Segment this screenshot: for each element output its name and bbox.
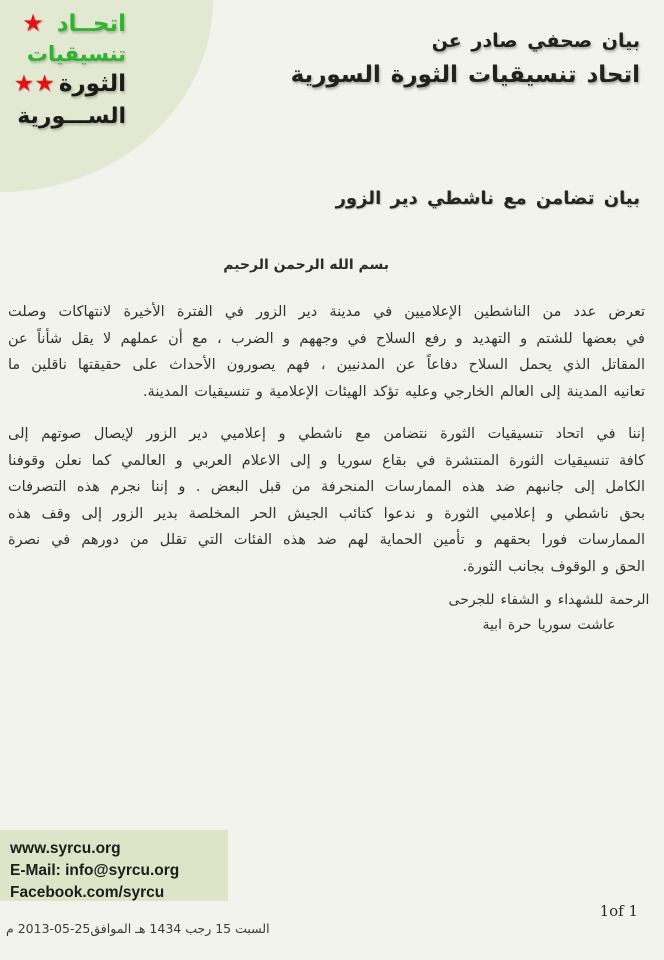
website-url: www.syrcu.org [10,840,121,857]
paragraph-1-line: في بعضها للشتم و التهديد و رفع السلاح في وجههم و الضرب ، مع أن عملهم لا يقل شأناً عن [8,330,645,347]
statement-title: بيان تضامن مع ناشطي دير الزور [335,188,640,209]
red-stars-icon: ★★ [13,71,55,97]
paragraph-2-line: الكامل إلى جانبهم ضد هذه الممارسات المنحرفة من قبل البعض . و إننا نجرم هذه التصرفات [8,479,645,495]
paragraph-1-line: المقاتل الذي يحمل السلاح دفاعاً عن المدنيين ، فهم يصورون الأحداث على حقيقتها ناقلين ما [8,357,645,373]
header [291,30,640,88]
paragraph-2-line: بحق ناشطي و إعلاميي الثورة و ندعوا كتائب الجيش الحر المخلصة بدير الزور إلى وقف هذه [8,505,645,522]
paragraph-2-line: الممارسات فورا بحقهم و تأمين الحماية لهم ضد هذه الفئات التي تقلل من دورهم في نصرة [8,532,645,548]
paragraph-2 [8,421,645,580]
paragraph-1-line: تعرض عدد من الناشطين الإعلاميين في مدينة دير الزور في الفترة الأخيرة لانتهاكات وصلت [8,304,645,320]
closing-lines [434,588,664,638]
page-number: 1of 1 [599,902,638,920]
logo-word-thawra: الثورة [58,71,126,97]
org-logo [0,8,142,132]
paragraph-2-line: كافة تنسيقيات الثورة المنتشرة في بقاع سوريا و إلى الاعلام العربي و العالمي كما نعلن وقوفنا [8,452,645,469]
contact-info-box [0,830,228,901]
logo-line-1 [0,8,142,39]
email-address: E-Mail: info@syrcu.org [10,862,180,879]
bismillah-line: بسم الله الرحمن الرحيم [223,257,389,273]
date-line: السبت 15 رجب 1434 هـ الموافق25-05-2013 م [6,921,270,936]
paragraph-1-line: تعانيه المدينة إلى العالم الخارجي وعليه تؤكد الهيئات الإعلامية و تنسيقيات المدينة. [142,383,645,400]
paragraph-1 [8,299,645,405]
long-live-syria-line: عاشت سوريا حرة ابية [482,617,616,633]
logo-line-2: تنسيقيات [26,42,126,66]
facebook-url: Facebook.com/syrcu [10,884,165,901]
paragraph-2-line: الحق و الوقوف بجانب الثورة. [462,558,645,575]
red-star-icon: ★ [22,9,44,37]
martyrs-mercy-line: الرحمة للشهداء و الشفاء للجرحى [448,592,650,608]
logo-word-itihad: اتحــاد [56,11,126,37]
paragraph-2-line: إننا في اتحاد تنسيقيات الثورة نتضامن مع ناشطي و إعلاميي دير الزور لإيصال صوتهم إلى [8,426,645,442]
org-name-title: اتحاد تنسيقيات الثورة السورية [290,62,640,88]
press-statement-label: بيان صحفي صادر عن [431,30,640,52]
logo-line-4: الســـورية [17,104,126,129]
logo-line-3 [0,69,142,99]
